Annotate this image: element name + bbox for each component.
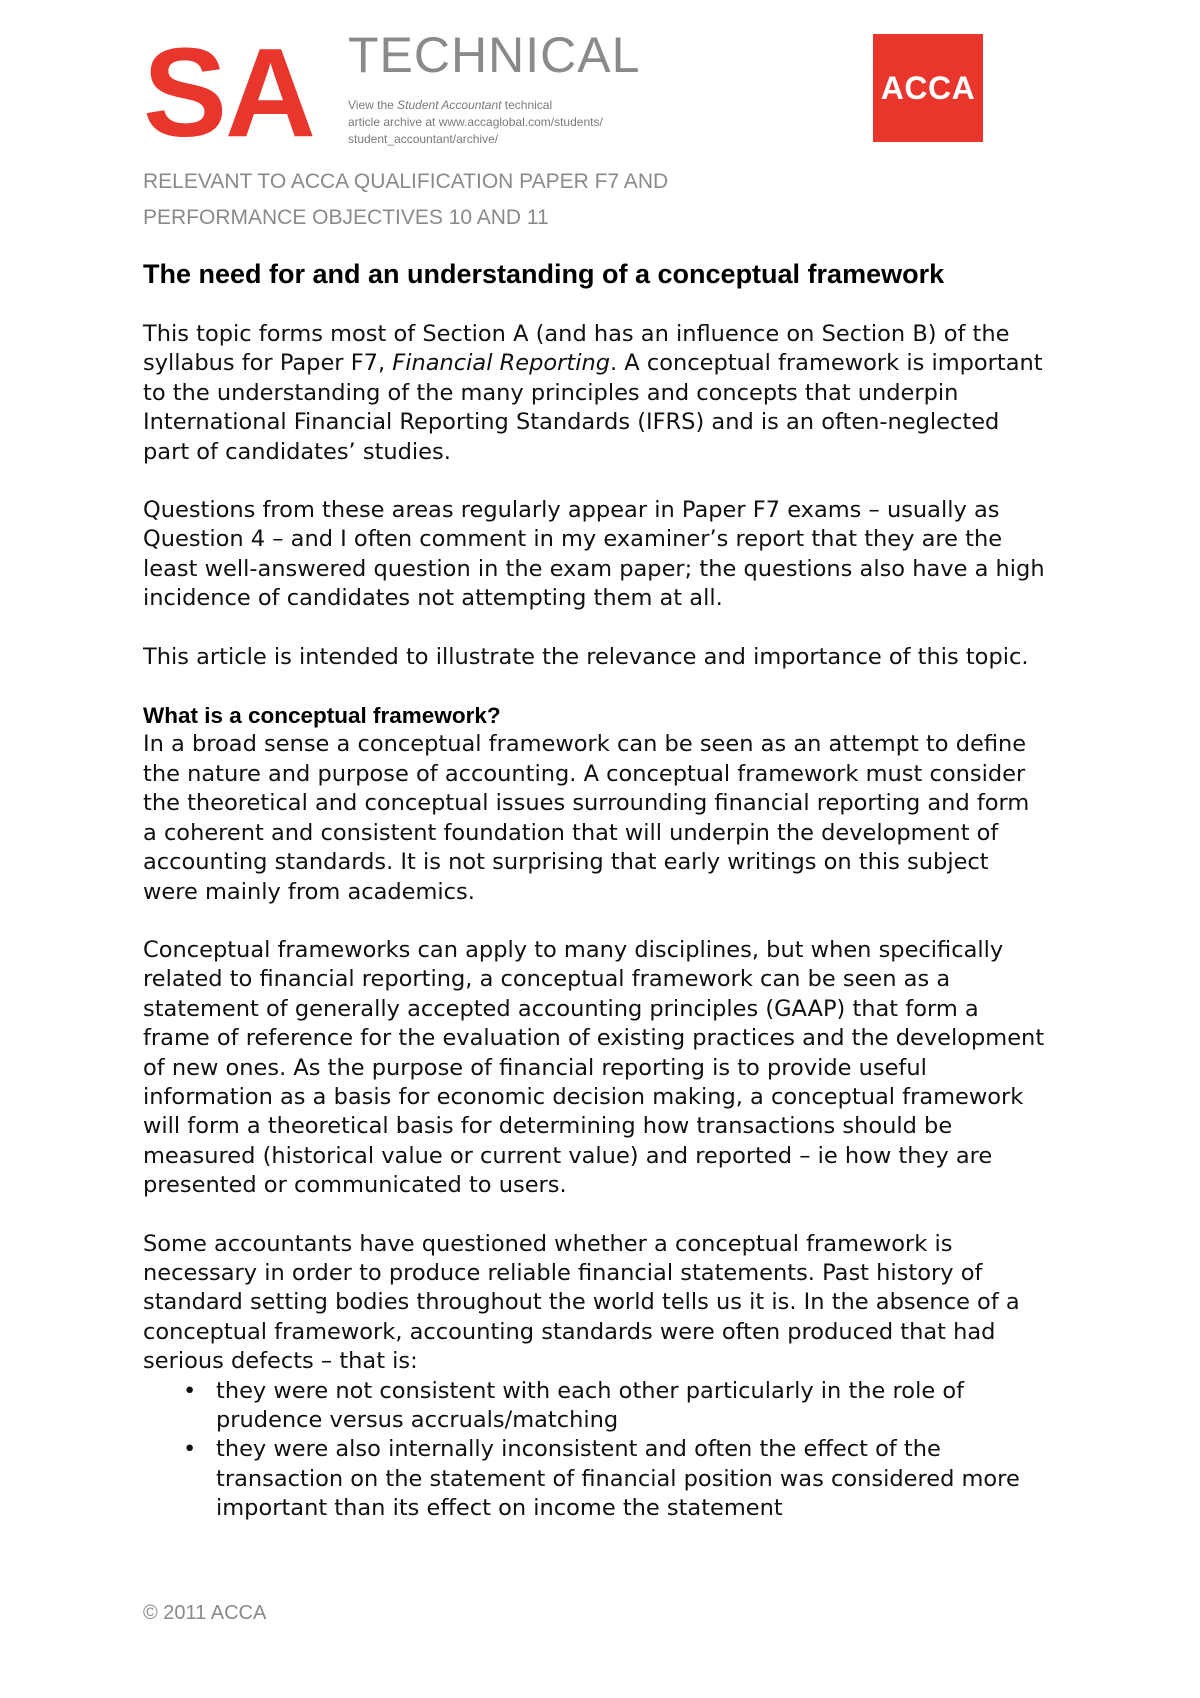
acca-logo-text: ACCA	[880, 69, 976, 106]
relevance-line: RELEVANT TO ACCA QUALIFICATION PAPER F7 AND	[143, 170, 669, 193]
paragraph-disciplines	[143, 936, 1083, 1201]
text-line: of new ones. As the purpose of financial reporting is to provide useful	[143, 1054, 927, 1081]
article-title: The need for and an understanding of a conceptual framework	[143, 259, 945, 289]
archive-line: article archive at www.accaglobal.com/students/	[348, 115, 603, 129]
text-line: prudence versus accruals/matching	[216, 1407, 619, 1433]
relevance-line: PERFORMANCE OBJECTIVES 10 AND 11	[143, 206, 549, 229]
text-line: Conceptual frameworks can apply to many disciplines, but when specifically	[143, 936, 1004, 963]
text-line: statement of generally accepted accounting principles (GAAP) that form a	[143, 995, 979, 1022]
text-line: In a broad sense a conceptual framework can be seen as an attempt to define	[143, 731, 1027, 758]
text-line: incidence of candidates not attempting them at all.	[143, 585, 723, 612]
text-line: This topic forms most of Section A (and has an influence on Section B) of the	[143, 321, 1010, 347]
text-line: Some accountants have questioned whether a conceptual framework is	[143, 1230, 953, 1257]
text-line: frame of reference for the evaluation of existing practices and the development	[143, 1025, 1045, 1052]
text-line: accounting standards. It is not surprising that early writings on this subject	[143, 849, 989, 876]
text-line: measured (historical value or current value) and reported – ie how they are	[143, 1142, 993, 1169]
acca-logo	[873, 34, 983, 142]
archive-line: student_accountant/archive/	[348, 132, 499, 146]
archive-note	[348, 97, 603, 148]
text-line: Questions from these areas regularly appear in Paper F7 exams – usually as	[143, 497, 1000, 524]
list-item	[143, 1377, 1083, 1436]
text-line: transaction on the statement of financial position was considered more	[216, 1465, 1020, 1492]
paragraph-purpose	[143, 643, 1083, 672]
technical-title: TECHNICAL	[348, 27, 641, 83]
archive-line: View the Student Accountant technical	[348, 98, 553, 112]
text-line: necessary in order to produce reliable financial statements. Past history of	[143, 1259, 983, 1286]
article-body	[143, 320, 1083, 1524]
defects-list	[143, 1377, 1083, 1524]
section-heading: What is a conceptual framework?	[143, 703, 501, 729]
paragraph-intro	[143, 320, 1083, 467]
list-item	[143, 1435, 1083, 1523]
text-line: important than its effect on income the statement	[216, 1495, 783, 1522]
text-line: presented or communicated to users.	[143, 1172, 567, 1199]
text-line: • they were also internally inconsistent and often the effect of the	[216, 1436, 941, 1463]
copyright: © 2011 ACCA	[143, 1602, 267, 1624]
relevance-note	[143, 164, 668, 236]
text-line: part of candidates’ studies.	[143, 438, 451, 465]
text-line: standard setting bodies throughout the world tells us it is. In the absence of a	[143, 1289, 1020, 1316]
text-line: International Financial Reporting Standards (IFRS) and is an often-neglected	[143, 409, 1000, 436]
text-line: • they were not consistent with each other particularly in the role of	[216, 1377, 965, 1404]
text-line: syllabus for Paper F7, Financial Reporting. A conceptual framework is important	[143, 350, 1043, 377]
text-line: least well-answered question in the exam paper; the questions also have a high	[143, 555, 1045, 582]
text-line: conceptual framework, accounting standards were often produced that had	[143, 1318, 996, 1345]
text-line: Question 4 – and I often comment in my examiner’s report that they are the	[143, 526, 1003, 553]
text-line: information as a basis for economic decision making, a conceptual framework	[143, 1083, 1024, 1110]
paragraph-exams	[143, 496, 1083, 614]
text-line: will form a theoretical basis for determining how transactions should be	[143, 1113, 953, 1140]
text-line: serious defects – that is:	[143, 1348, 418, 1375]
section-what-is	[143, 701, 1083, 907]
text-line: related to financial reporting, a conceptual framework can be seen as a	[143, 966, 951, 993]
text-line: the nature and purpose of accounting. A conceptual framework must consider	[143, 760, 1026, 787]
text-line: were mainly from academics.	[143, 878, 475, 905]
sa-logo: SA	[143, 22, 315, 163]
text-line: This article is intended to illustrate the relevance and importance of this topic.	[143, 643, 1029, 670]
text-line: a coherent and consistent foundation that will underpin the development of	[143, 819, 999, 846]
paragraph-definition	[143, 730, 1083, 906]
text-line: the theoretical and conceptual issues surrounding financial reporting and form	[143, 790, 1030, 817]
magazine-name: Student Accountant	[397, 98, 502, 112]
paper-name: Financial Reporting	[392, 350, 610, 377]
paragraph-necessity	[143, 1230, 1083, 1377]
text-line: to the understanding of the many principles and concepts that underpin	[143, 379, 959, 406]
